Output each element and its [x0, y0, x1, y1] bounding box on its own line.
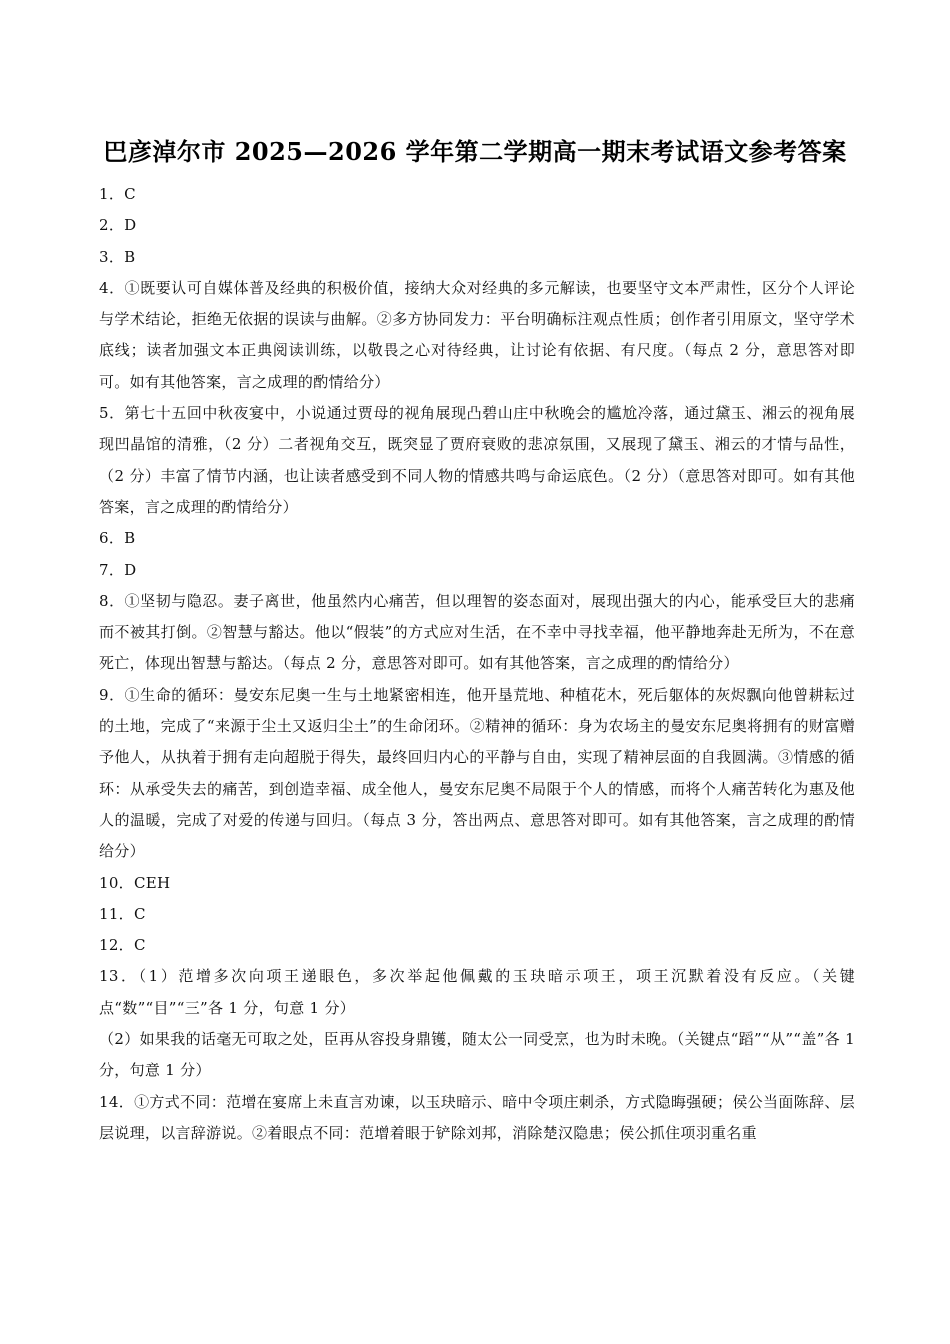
answer-item-12: 12．C [99, 936, 146, 955]
answer-item-4: 4．①既要认可自媒体普及经典的积极价值，接纳大众对经典的多元解读，也要坚守文本严肃性，区分个人评论与学术结论，拒绝无依据的误读与曲解。②多方协同发力：平台明确标注观点性质；创作者引用原文，坚守学术底线；读者加强文本正典阅读训练，以敬畏之心对待经典，让讨论有依据、有尺度。（每点 2 分，意思答对即可。如有其他答案，言之成理的酌情给分） [99, 278, 855, 391]
answer-item-7: 7．D [99, 560, 137, 579]
answer-item-6: 6．B [99, 529, 136, 548]
answer-item-2: 2．D [99, 216, 137, 235]
answer-item-5: 5．第七十五回中秋夜宴中，小说通过贾母的视角展现凸碧山庄中秋晚会的尴尬冷落，通过黛玉、湘云的视角展现凹晶馆的清雅，（2 分）二者视角交互，既突显了贾府衰败的悲凉氛围，又展现了黛玉、湘云的才情与品性，（2 分）丰富了情节内涵，也让读者感受到不同人物的情感共鸣与命运底色。（2 分）（意思答对即可。如有其他答案，言之成理的酌情给分） [99, 404, 855, 516]
answer-item-3: 3．B [99, 247, 136, 266]
answer-item-13-part-1: 13．（1）范增多次向项王递眼色，多次举起他佩戴的玉玦暗示项王，项王沉默着没有反应。（关键点“数”“目”“三”各 1 分，句意 1 分） [99, 967, 855, 1017]
answer-item-10: 10．CEH [99, 873, 171, 892]
answer-item-14: 14．①方式不同：范增在宴席上未直言劝谏，以玉玦暗示、暗中令项庄刺杀，方式隐晦强硬；侯公当面陈辞、层层说理，以言辞游说。②着眼点不同：范增着眼于铲除刘邦，消除楚汉隐患；侯公抓住项羽重名重 [99, 1092, 855, 1142]
answer-item-1: 1．C [99, 185, 136, 203]
answer-item-13-part-2: （2）如果我的话毫无可取之处，臣再从容投身鼎镬，随太公一同受烹，也为时未晚。（关键点“蹈”“从”“盖”各 1 分，句意 1 分） [99, 1030, 855, 1080]
answer-list [99, 179, 855, 1149]
document-title: 巴彦淖尔市 2025—2026 学年第二学期高一期末考试语文参考答案 [103, 137, 847, 166]
answer-item-8: 8．①坚韧与隐忍。妻子离世，他虽然内心痛苦，但以理智的姿态面对，展现出强大的内心，能承受巨大的悲痛而不被其打倒。②智慧与豁达。他以“假装”的方式应对生活，在不幸中寻找幸福，他平静地奔赴无所为，不在意死亡，体现出智慧与豁达。（每点 2 分，意思答对即可。如有其他答案，言之成理的酌情给分） [99, 591, 855, 673]
answer-item-9: 9．①生命的循环：曼安东尼奥一生与土地紧密相连，他开垦荒地、种植花木，死后躯体的灰烬飘向他曾耕耘过的土地，完成了“来源于尘土又返归尘土”的生命闭环。②精神的循环：身为农场主的曼安东尼奥将拥有的财富赠予他人，从执着于拥有走向超脱于得失，最终回归内心的平静与自由，实现了精神层面的自我圆满。③情感的循环：从承受失去的痛苦，到创造幸福、成全他人，曼安东尼奥不局限于个人的情感，而将个人痛苦转化为惠及他人的温暖，完成了对爱的传递与回归。（每点 3 分，答出两点、意思答对即可。如有其他答案，言之成理的酌情给分） [99, 685, 855, 861]
answer-item-11: 11．C [99, 904, 146, 923]
